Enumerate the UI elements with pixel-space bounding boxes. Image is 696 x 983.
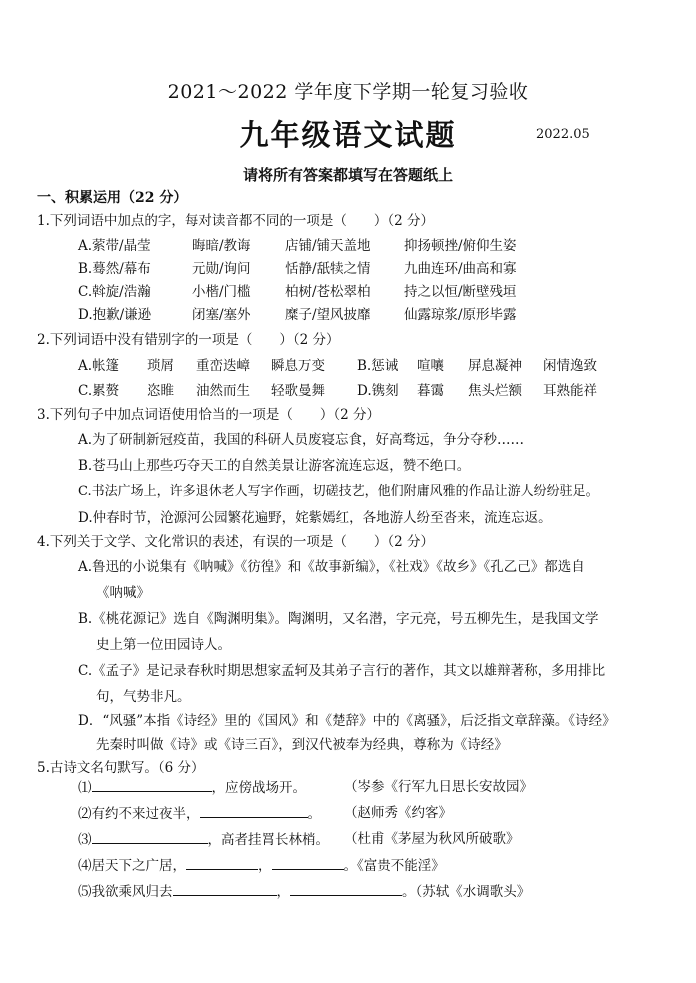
q4-option-a-line2: 《呐喊》 <box>96 585 150 601</box>
q5-line-5-mid: ， <box>276 884 290 900</box>
q3-option-c: C.书法广场上，许多退休老人写字作画，切磋技艺，他们附庸风雅的作品让游人纷纷驻足。 <box>78 484 599 499</box>
answer-sheet-notice: 请将所有答案都填写在答题纸上 <box>242 166 453 184</box>
q5-line-3 <box>78 829 329 850</box>
q1-a-1: A.萦带/晶莹 <box>78 238 151 254</box>
q1-d-2: 闭塞/塞外 <box>192 307 251 323</box>
q5-line-2-source: （赵师秀《约客》 <box>344 805 452 821</box>
q2-r1-3: 重峦迭嶂 <box>196 358 250 374</box>
q5-line-5-end: 。（苏轼《水调歌头》 <box>402 884 531 900</box>
q4-option-d-line1: D．“风骚”本指《诗经》里的《国风》和《楚辞》中的《离骚》，后泛指文章辞藻。《诗经》 <box>78 713 616 729</box>
q5-line-2-end: 。 <box>307 806 321 822</box>
q2-r1-5: B.惩诫 <box>357 358 399 374</box>
q2-stem: 2.下列词语中没有错别字的一项是（ ）（2 分） <box>37 332 340 348</box>
q5-line-4-text: 居天下之广居， <box>91 858 186 874</box>
q2-r2-7: 焦头烂额 <box>468 383 522 399</box>
q5-line-4 <box>78 855 445 876</box>
exam-title: 九年级语文试题 <box>239 118 457 152</box>
q5-line-5 <box>78 881 530 902</box>
q5-line-1-text: ，应傍战场开。 <box>211 780 306 796</box>
q3-stem: 3.下列句子中加点词语使用恰当的一项是（ ）（2 分） <box>37 407 381 423</box>
q1-c-4: 持之以恒/断壁残垣 <box>404 284 517 300</box>
q4-stem: 4.下列关于文学、文化常识的表述，有误的一项是（ ）（2 分） <box>37 534 435 550</box>
q5-line-2 <box>78 803 321 824</box>
q5-blank-2[interactable] <box>200 803 308 818</box>
q5-line-2-number: ⑵ <box>78 806 92 822</box>
q2-r2-4: 轻歌曼舞 <box>271 383 325 399</box>
q1-a-4: 抑扬顿挫/俯仰生姿 <box>404 238 517 254</box>
q2-r2-3: 油然而生 <box>196 383 250 399</box>
q5-line-4-end: 。《富贵不能淫》 <box>343 858 445 874</box>
q2-r1-8: 闲情逸致 <box>543 358 597 374</box>
q1-stem: 1.下列词语中加点的字，每对读音都不同的一项是（ ）（2 分） <box>37 213 435 229</box>
q4-option-d-line2: 先秦时叫做《诗》或《诗三百》，到汉代被奉为经典，尊称为《诗经》 <box>96 737 508 753</box>
q5-line-3-text: ，高者挂罥长林梢。 <box>207 832 329 848</box>
q1-d-1: D.抱歉/谦逊 <box>78 307 152 323</box>
q5-blank-3[interactable] <box>92 829 208 844</box>
exam-subtitle: 2021～2022 学年度下学期一轮复习验收 <box>167 81 529 103</box>
q4-option-c-line2: 句，气势非凡。 <box>96 689 191 705</box>
q2-r1-2: 琐屑 <box>147 358 174 374</box>
q2-r2-1: C.累赘 <box>78 383 120 399</box>
q5-blank-1[interactable] <box>92 777 212 792</box>
q2-r2-2: 恣睢 <box>147 383 174 399</box>
q3-option-a: A.为了研制新冠疫苗，我国的科研人员废寝忘食，好高骛远，争分夺秒…… <box>78 432 525 448</box>
q4-option-c-line1: C.《孟子》是记录春秋时期思想家孟轲及其弟子言行的著作，其文以雄辩著称，多用排比 <box>78 663 606 679</box>
q1-b-3: 恬静/舐犊之情 <box>285 261 371 277</box>
q1-d-4: 仙露琼浆/原形毕露 <box>404 307 517 323</box>
q1-b-4: 九曲连环/曲高和寡 <box>404 261 517 277</box>
q3-option-d: D.仲春时节，沧源河公园繁花遍野，姹紫嫣红，各地游人纷至沓来，流连忘返。 <box>78 510 552 526</box>
q5-line-1-source: （岑参《行军九日思长安故园》 <box>344 779 533 795</box>
q2-r1-1: A.帐篷 <box>78 358 120 374</box>
q1-c-3: 柏树/苍松翠柏 <box>285 284 371 300</box>
q4-option-a-line1: A.鲁迅的小说集有《呐喊》《彷徨》和《故事新编》，《社戏》《故乡》《孔乙己》都选自 <box>78 559 585 575</box>
exam-date: 2022.05 <box>536 127 590 142</box>
q5-stem: 5.古诗文名句默写。（6 分） <box>37 760 205 776</box>
q5-blank-5b[interactable] <box>290 881 402 896</box>
q2-r2-8: 耳熟能祥 <box>543 383 597 399</box>
q1-c-2: 小楷/门槛 <box>192 284 251 300</box>
q5-line-3-source: （杜甫《茅屋为秋风所破歌》 <box>344 831 520 847</box>
q4-option-b-line1: B.《桃花源记》选自《陶渊明集》。陶渊明，又名潜，字元亮，号五柳先生，是我国文学 <box>78 611 599 627</box>
q1-d-3: 糜子/望风披靡 <box>285 307 371 323</box>
q1-a-2: 晦暗/教诲 <box>192 238 251 254</box>
q2-r1-7: 屏息凝神 <box>468 358 522 374</box>
q1-b-1: B.蓦然/幕布 <box>78 261 151 277</box>
q5-blank-5a[interactable] <box>173 881 277 896</box>
q2-r2-5: D.镌刻 <box>357 383 399 399</box>
q5-line-4-mid: ， <box>258 858 272 874</box>
q5-line-2-text: 有约不来过夜半， <box>91 806 200 822</box>
q2-r1-4: 瞬息万变 <box>271 358 325 374</box>
q5-line-3-number: ⑶ <box>78 832 92 848</box>
q5-blank-4b[interactable] <box>272 855 344 870</box>
q5-line-1 <box>78 777 306 798</box>
q5-line-5-text: 我欲乘风归去 <box>91 884 173 900</box>
q1-a-3: 店铺/铺天盖地 <box>285 238 371 254</box>
q5-line-5-number: ⑸ <box>78 884 92 900</box>
q2-r1-6: 喧嚷 <box>417 358 444 374</box>
q5-line-4-number: ⑷ <box>78 858 92 874</box>
q1-c-1: C.斡旋/浩瀚 <box>78 284 151 300</box>
section-heading: 一、积累运用（22 分） <box>37 190 188 206</box>
q4-option-b-line2: 史上第一位田园诗人。 <box>96 637 231 653</box>
q3-option-b: B.苍马山上那些巧夺天工的自然美景让游客流连忘返，赞不绝口。 <box>78 458 471 474</box>
q5-blank-4a[interactable] <box>186 855 258 870</box>
q5-line-1-number: ⑴ <box>78 780 92 796</box>
q2-r2-6: 暮霭 <box>417 383 444 399</box>
q1-b-2: 元勋/询问 <box>192 261 251 277</box>
